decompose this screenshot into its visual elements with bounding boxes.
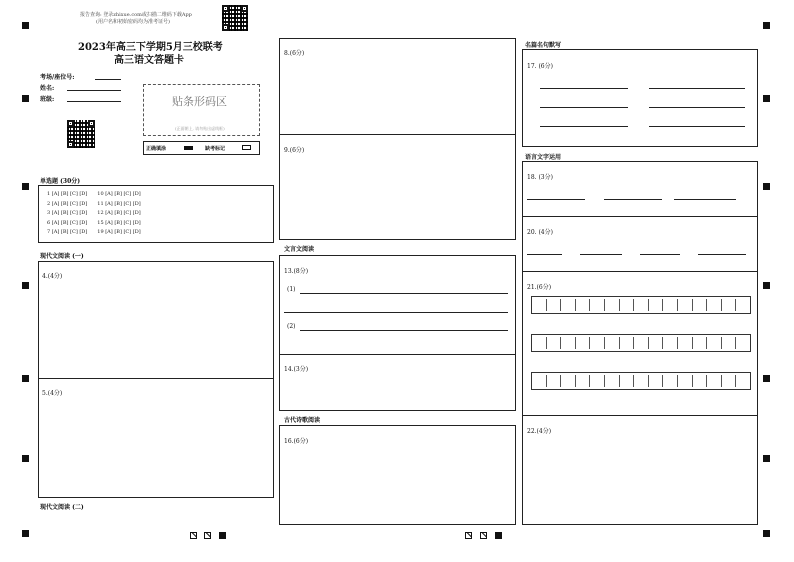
question-q5: 5.(4分) <box>42 390 63 397</box>
field-name-input[interactable] <box>67 90 121 91</box>
field-seat-label: 考场/座位号: <box>40 74 75 81</box>
answer-box-q5[interactable] <box>38 378 274 498</box>
choice-item[interactable]: 1 [A] [B] [C] [D] <box>47 191 88 197</box>
timing-mark <box>763 183 770 190</box>
absent-checkbox[interactable] <box>242 145 251 150</box>
choice-row <box>47 209 141 219</box>
choice-item[interactable]: 6 [A] [B] [C] [D] <box>47 219 88 226</box>
single-choice-grid <box>47 190 141 238</box>
answer-line[interactable] <box>604 199 662 200</box>
question-q22: 22.(4分) <box>527 428 552 435</box>
field-seat-input[interactable] <box>95 79 121 80</box>
choice-row <box>47 190 141 200</box>
choice-item[interactable]: 19 [A] [B] [C] [D] <box>97 229 141 235</box>
question-q13-part1: (1) <box>287 286 296 293</box>
answer-box-q14[interactable] <box>279 354 516 411</box>
question-q13-part2: (2) <box>287 323 296 330</box>
answer-line[interactable] <box>540 88 628 89</box>
question-q20: 20. (4分) <box>527 229 553 236</box>
section-modern-reading-2: 现代文阅读 (二) <box>40 504 84 511</box>
page-mark-slash <box>465 532 472 539</box>
field-class-input[interactable] <box>67 101 121 102</box>
question-q16: 16.(6分) <box>284 438 309 445</box>
choice-item[interactable]: 12 [A] [B] [C] [D] <box>97 210 141 216</box>
section-single-choice: 单选题 (30分) <box>40 178 81 185</box>
answer-line[interactable] <box>284 312 508 313</box>
timing-mark <box>22 95 29 102</box>
question-q13: 13.(8分) <box>284 268 309 275</box>
choice-row <box>47 228 141 238</box>
card-title: 高三语文答题卡 <box>114 55 184 66</box>
section-classical-reading: 文言文阅读 <box>284 246 315 253</box>
timing-mark <box>22 183 29 190</box>
answer-line[interactable] <box>580 254 622 255</box>
answer-line[interactable] <box>698 254 746 255</box>
answer-line[interactable] <box>300 330 508 331</box>
report-notice-line2: (用户名和初始密码均为准考证号) <box>96 19 170 25</box>
answer-box-q9[interactable] <box>279 134 516 240</box>
field-name-label: 姓名: <box>40 85 55 92</box>
section-poetry-reading: 古代诗歌阅读 <box>284 417 321 424</box>
answer-box-q16[interactable] <box>279 425 516 525</box>
choice-row <box>47 200 141 210</box>
question-q9: 9.(6分) <box>284 147 305 154</box>
qr-code <box>67 120 95 148</box>
page-mark <box>219 532 226 539</box>
choice-item[interactable]: 10 [A] [B] [C] [D] <box>97 191 141 197</box>
question-q17: 17. (6分) <box>527 63 553 70</box>
timing-mark <box>763 95 770 102</box>
timing-mark <box>22 375 29 382</box>
question-q21: 21.(6分) <box>527 284 552 291</box>
qr-code <box>222 5 248 31</box>
field-class-label: 班级: <box>40 96 55 103</box>
section-modern-reading-1: 现代文阅读 (一) <box>40 253 84 260</box>
report-notice-line1: 报告查询: 登录zhixue.com或扫描二维码下载App <box>80 12 192 18</box>
writing-grid[interactable] <box>531 296 751 314</box>
absent-label: 缺考标记 <box>205 146 226 152</box>
correct-fill-sample <box>184 146 193 150</box>
answer-line[interactable] <box>649 126 745 127</box>
timing-mark <box>22 22 29 29</box>
answer-line[interactable] <box>540 107 628 108</box>
timing-mark <box>22 282 29 289</box>
timing-mark <box>22 530 29 537</box>
timing-mark <box>763 375 770 382</box>
question-q14: 14.(3分) <box>284 366 309 373</box>
answer-box-q18[interactable] <box>522 161 758 217</box>
answer-line[interactable] <box>300 293 508 294</box>
answer-line[interactable] <box>649 88 745 89</box>
timing-mark <box>763 455 770 462</box>
answer-line[interactable] <box>649 107 745 108</box>
answer-line[interactable] <box>527 199 585 200</box>
barcode-hint: (正面朝上, 请勿贴出虚线框) <box>175 126 225 131</box>
writing-grid[interactable] <box>531 334 751 352</box>
timing-mark <box>22 455 29 462</box>
answer-box-q20[interactable] <box>522 216 758 272</box>
exam-title: 2023年高三下学期5月三校联考 <box>78 42 223 53</box>
page-mark-slash <box>480 532 487 539</box>
section-language-use: 语言文字运用 <box>525 154 562 161</box>
choice-item[interactable]: 15 [A] [B] [C] [D] <box>97 219 141 226</box>
correct-fill-label: 正确填涂 <box>146 146 167 152</box>
answer-box-q13[interactable] <box>279 255 516 355</box>
timing-mark <box>763 282 770 289</box>
answer-box-q8[interactable] <box>279 38 516 135</box>
choice-row <box>47 219 141 229</box>
choice-item[interactable]: 7 [A] [B] [C] [D] <box>47 229 88 235</box>
question-q18: 18. (3分) <box>527 174 553 181</box>
page-mark <box>495 532 502 539</box>
answer-line[interactable] <box>640 254 680 255</box>
answer-box-q17[interactable] <box>522 49 758 147</box>
question-q4: 4.(4分) <box>42 273 63 280</box>
timing-mark <box>763 22 770 29</box>
answer-line[interactable] <box>527 254 562 255</box>
answer-line[interactable] <box>540 126 628 127</box>
choice-item[interactable]: 2 [A] [B] [C] [D] <box>47 200 88 207</box>
writing-grid[interactable] <box>531 372 751 390</box>
page-mark-slash <box>190 532 197 539</box>
choice-item[interactable]: 3 [A] [B] [C] [D] <box>47 210 88 216</box>
page-mark-slash <box>204 532 211 539</box>
answer-box-q4[interactable] <box>38 261 274 379</box>
timing-mark <box>763 530 770 537</box>
answer-box-q22[interactable] <box>522 415 758 525</box>
section-famous-quotes: 名篇名句默写 <box>525 42 562 49</box>
question-q8: 8.(6分) <box>284 50 305 57</box>
choice-item[interactable]: 11 [A] [B] [C] [D] <box>97 200 141 207</box>
answer-line[interactable] <box>674 199 736 200</box>
barcode-label: 贴条形码区 <box>172 95 227 108</box>
